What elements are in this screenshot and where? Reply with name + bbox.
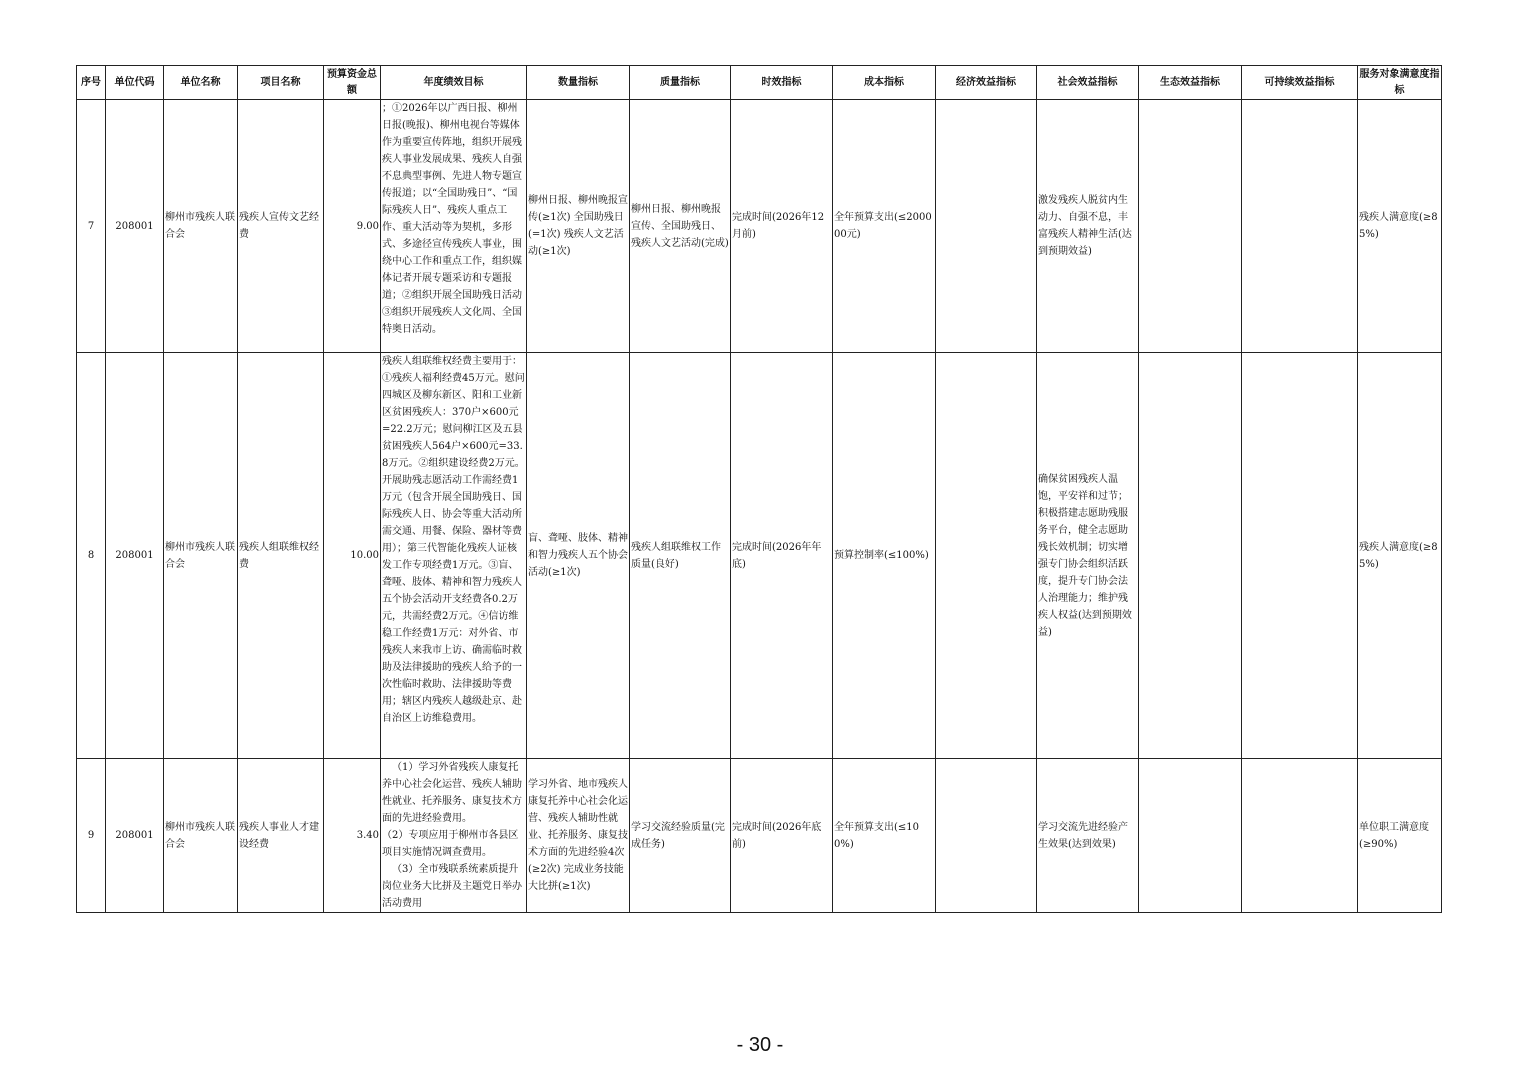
cell-cost: 全年预算支出(≤200000元) [833,100,936,353]
cell-ecological [1139,100,1242,353]
cell-annual-goal [381,759,527,913]
header-seq: 序号 [77,66,106,100]
header-sustainable-indicator: 可持续效益指标 [1242,66,1358,100]
cell-satisfaction: 残疾人满意度(≥85%) [1358,353,1442,759]
cell-annual-goal: 残疾人组联维权经费主要用于：①残疾人福利经费45万元。慰问四城区及柳东新区、阳和工业新区贫困残疾人：370户×600元=22.2万元；慰问柳江区及五县贫困残疾人564户×600元=33.8万元。②组织建设经费2万元。开展助残志愿活动工作需经费1万元（包含开展全国助残日、国际残疾人日、协会等重大活动所需交通、用餐、保险、器材等费用）；第三代智能化残疾人证核发工作专项经费1万元。③盲、聋哑、肢体、精神和智力残疾人五个协会活动开支经费各0.2万元，共需经费2万元。④信访维稳工作经费1万元：对外省、市残疾人来我市上访、确需临时救助及法律援助的残疾人给予的一次性临时救助、法律援助等费用；辖区内残疾人越级赴京、赴自治区上访维稳费用。 [381,353,527,759]
cell-timeliness: 完成时间(2026年12月前) [731,100,833,353]
header-unit-code: 单位代码 [106,66,164,100]
header-social-indicator: 社会效益指标 [1037,66,1139,100]
cell-economic [936,759,1037,913]
table-row [77,353,1442,759]
cell-unit-name: 柳州市残疾人联合会 [164,100,238,353]
cell-budget: 10.00 [324,353,381,759]
cell-unit-code: 208001 [106,353,164,759]
goal-line: （3）全市残联系统素质提升岗位业务大比拼及主题党日举办活动费用 [382,864,522,909]
header-annual-goal: 年度绩效目标 [381,66,527,100]
cell-seq: 7 [77,100,106,353]
cell-ecological [1139,759,1242,913]
goal-line: （1）学习外省残疾人康复托养中心社会化运营、残疾人辅助性就业、托养服务、康复技术方面的先进经验费用。 [382,762,522,824]
header-project-name: 项目名称 [238,66,324,100]
header-timeliness-indicator: 时效指标 [731,66,833,100]
cell-cost: 预算控制率(≤100%) [833,353,936,759]
cell-timeliness: 完成时间(2026年底前) [731,759,833,913]
header-unit-name: 单位名称 [164,66,238,100]
cell-unit-name: 柳州市残疾人联合会 [164,759,238,913]
cell-cost: 全年预算支出(≤100%) [833,759,936,913]
performance-table [76,65,1442,913]
table-header-row [77,66,1442,100]
cell-unit-code: 208001 [106,100,164,353]
cell-project-name: 残疾人组联维权经费 [238,353,324,759]
cell-quality: 残疾人组联维权工作质量(良好) [630,353,731,759]
cell-annual-goal: ；①2026年以广西日报、柳州日报(晚报)、柳州电视台等媒体作为重要宣传阵地，组织开展残疾人事业发展成果、残疾人自强不息典型事例、先进人物专题宣传报道；以“全国助残日”、“国际残疾人日”、残疾人重点工作、重大活动等为契机，多形式、多途径宣传残疾人事业，围绕中心工作和重点工作，组织媒体记者开展专题采访和专题报道；②组织开展全国助残日活动③组织开展残疾人文化周、全国特奥日活动。 [381,100,527,353]
cell-sustainable [1242,100,1358,353]
cell-budget: 9.00 [324,100,381,353]
cell-economic [936,100,1037,353]
cell-sustainable [1242,353,1358,759]
page-number: - 30 - [736,1034,784,1056]
cell-social: 学习交流先进经验产生效果(达到效果) [1037,759,1139,913]
cell-project-name: 残疾人宣传文艺经费 [238,100,324,353]
cell-seq: 8 [77,353,106,759]
cell-unit-name: 柳州市残疾人联合会 [164,353,238,759]
cell-timeliness: 完成时间(2026年年底) [731,353,833,759]
cell-budget: 3.40 [324,759,381,913]
table-row [77,100,1442,353]
header-ecological-indicator: 生态效益指标 [1139,66,1242,100]
cell-satisfaction: 残疾人满意度(≥85%) [1358,100,1442,353]
header-cost-indicator: 成本指标 [833,66,936,100]
goal-line: （2）专项应用于柳州市各县区项目实施情况调查费用。 [382,830,519,858]
cell-sustainable [1242,759,1358,913]
header-economic-indicator: 经济效益指标 [936,66,1037,100]
header-satisfaction-indicator: 服务对象满意度指标 [1358,66,1442,100]
header-quality-indicator: 质量指标 [630,66,731,100]
cell-satisfaction: 单位职工满意度(≥90%) [1358,759,1442,913]
header-budget-total: 预算资金总额 [324,66,381,100]
cell-quantity: 盲、聋哑、肢体、精神和智力残疾人五个协会活动(≥1次) [527,353,630,759]
cell-seq: 9 [77,759,106,913]
cell-social: 确保贫困残疾人温饱，平安祥和过节；积极搭建志愿助残服务平台，健全志愿助残长效机制；切实增强专门协会组织活跃度，提升专门协会法人治理能力；维护残疾人权益(达到预期效益) [1037,353,1139,759]
cell-economic [936,353,1037,759]
cell-quantity: 学习外省、地市残疾人康复托养中心社会化运营、残疾人辅助性就业、托养服务、康复技术方面的先进经验4次(≥2次) 完成业务技能大比拼(≥1次) [527,759,630,913]
cell-project-name: 残疾人事业人才建设经费 [238,759,324,913]
cell-quantity: 柳州日报、柳州晚报宣传(≥1次) 全国助残日(=1次) 残疾人文艺活动(≥1次) [527,100,630,353]
cell-unit-code: 208001 [106,759,164,913]
cell-quality: 柳州日报、柳州晚报宣传、全国助残日、残疾人文艺活动(完成) [630,100,731,353]
cell-social: 激发残疾人脱贫内生动力、自强不息，丰富残疾人精神生活(达到预期效益) [1037,100,1139,353]
cell-ecological [1139,353,1242,759]
cell-quality: 学习交流经验质量(完成任务) [630,759,731,913]
header-quantity-indicator: 数量指标 [527,66,630,100]
table-row [77,759,1442,913]
